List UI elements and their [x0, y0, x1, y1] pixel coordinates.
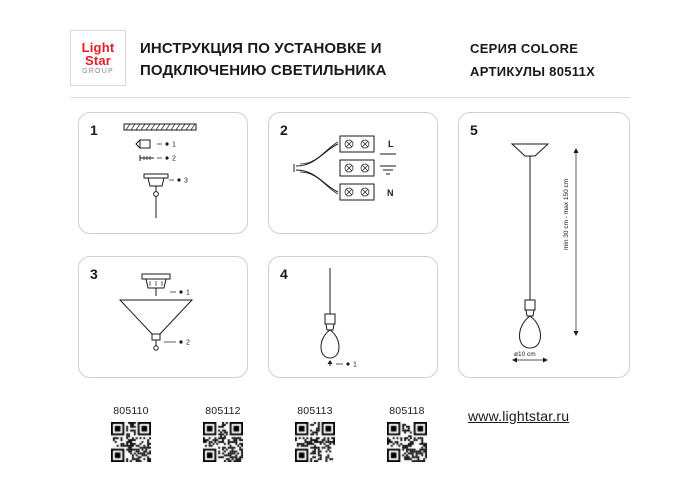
- height-dimension-label: min 30 cm - max 150 cm: [563, 178, 570, 250]
- svg-text:1: 1: [353, 361, 357, 369]
- step-number-1: 1: [90, 122, 98, 138]
- step-number-4: 4: [280, 266, 288, 282]
- product-code-label: 805113: [297, 405, 333, 417]
- step-number-3: 3: [90, 266, 98, 282]
- qr-code: [295, 422, 335, 462]
- product-code-2: [284, 405, 346, 462]
- product-code-label: 805110: [113, 405, 149, 417]
- header-divider: [70, 97, 630, 98]
- website-link[interactable]: www.lightstar.ru: [468, 408, 570, 424]
- product-code-0: [100, 405, 162, 462]
- step-5-diagram: [470, 120, 620, 368]
- series-info: [470, 38, 595, 84]
- step-number-2: 2: [280, 122, 288, 138]
- product-code-1: [192, 405, 254, 462]
- terminal-label-n: N: [387, 188, 394, 198]
- logo-line-2: Star: [84, 52, 112, 68]
- series-name: СЕРИЯ COLORE: [470, 41, 579, 56]
- logo-line-3: GROUP: [82, 68, 114, 76]
- svg-text:2: 2: [186, 339, 190, 347]
- svg-text:1: 1: [186, 289, 190, 297]
- svg-text:2: 2: [172, 155, 176, 163]
- svg-text:3: 3: [184, 177, 188, 185]
- qr-code: [387, 422, 427, 462]
- qr-code: [203, 422, 243, 462]
- step-number-5: 5: [470, 122, 478, 138]
- diameter-dimension-label: ø10 cm: [514, 351, 536, 358]
- page-title-line-1: ИНСТРУКЦИЯ ПО УСТАНОВКЕ И: [140, 40, 382, 57]
- page-title: [140, 38, 430, 82]
- step-3-diagram: [108, 258, 232, 374]
- page-title-line-2: ПОДКЛЮЧЕНИЮ СВЕТИЛЬНИКА: [140, 61, 387, 79]
- svg-text:1: 1: [172, 141, 176, 149]
- terminal-label-l: L: [388, 139, 394, 149]
- step-4-diagram: [300, 262, 404, 372]
- qr-code: [111, 422, 151, 462]
- step-2-diagram: [292, 124, 416, 220]
- product-code-3: [376, 405, 438, 462]
- series-articles: АРТИКУЛЫ 80511X: [470, 63, 596, 79]
- product-code-label: 805118: [389, 405, 425, 417]
- logo-line-1: Light: [81, 39, 115, 55]
- lightstar-logo: [70, 30, 126, 86]
- step-1-diagram: [110, 118, 230, 226]
- product-code-label: 805112: [205, 405, 241, 417]
